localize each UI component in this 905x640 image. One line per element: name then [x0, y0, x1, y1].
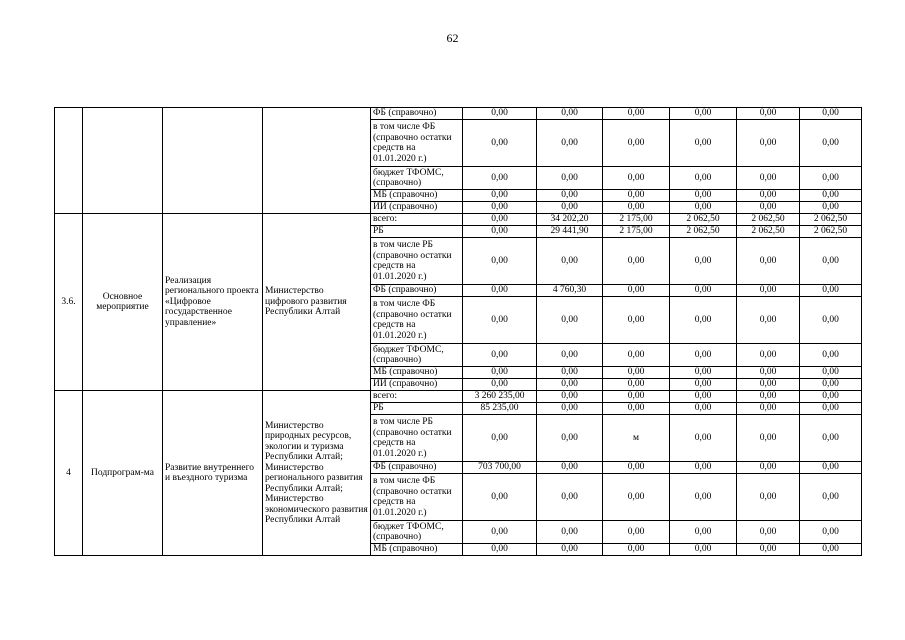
amount-cell: 0,00 — [463, 108, 537, 120]
amount-cell: 0,00 — [737, 474, 800, 521]
budget-table — [54, 107, 862, 556]
amount-cell: 0,00 — [670, 190, 737, 202]
amount-cell: 0,00 — [670, 474, 737, 521]
amount-cell: 0,00 — [603, 344, 670, 367]
amount-cell: 0,00 — [463, 214, 537, 226]
funding-source: ФБ (справочно) — [371, 285, 463, 297]
table-body — [55, 108, 862, 556]
item-name: Развитие внутреннего и въездного туризма — [163, 391, 263, 556]
amount-cell: 0,00 — [537, 297, 603, 344]
amount-cell: м — [603, 415, 670, 462]
amount-cell: 0,00 — [670, 521, 737, 544]
amount-cell: 0,00 — [670, 285, 737, 297]
item-code: 3.6. — [55, 214, 83, 391]
amount-cell: 0,00 — [670, 462, 737, 474]
amount-cell: 0,00 — [800, 297, 862, 344]
amount-cell: 0,00 — [603, 202, 670, 214]
amount-cell: 0,00 — [537, 521, 603, 544]
amount-cell: 0,00 — [603, 367, 670, 379]
amount-cell: 0,00 — [670, 379, 737, 391]
amount-cell: 0,00 — [537, 190, 603, 202]
amount-cell: 0,00 — [670, 344, 737, 367]
amount-cell: 0,00 — [737, 521, 800, 544]
funding-source: ФБ (справочно) — [371, 462, 463, 474]
amount-cell: 0,00 — [737, 367, 800, 379]
amount-cell: 0,00 — [737, 344, 800, 367]
amount-cell: 0,00 — [800, 379, 862, 391]
amount-cell: 0,00 — [737, 238, 800, 285]
funding-source: бюджет ТФОМС, (справочно) — [371, 521, 463, 544]
amount-cell: 0,00 — [537, 202, 603, 214]
amount-cell: 0,00 — [463, 190, 537, 202]
funding-source: РБ — [371, 403, 463, 415]
item-code: 4 — [55, 391, 83, 556]
funding-source: всего: — [371, 214, 463, 226]
amount-cell: 0,00 — [603, 391, 670, 403]
amount-cell: 0,00 — [800, 521, 862, 544]
amount-cell: 0,00 — [463, 285, 537, 297]
amount-cell: 0,00 — [800, 344, 862, 367]
funding-source: РБ — [371, 226, 463, 238]
amount-cell: 0,00 — [537, 367, 603, 379]
funding-source: в том числе РБ (справочно остатки средств на 01.01.2020 г.) — [371, 415, 463, 462]
funding-source: в том числе ФБ (справочно остатки средств на 01.01.2020 г.) — [371, 120, 463, 167]
amount-cell: 2 062,50 — [800, 214, 862, 226]
item-name: Реализация регионального проекта «Цифровое государственное управление» — [163, 214, 263, 391]
funding-source: МБ (справочно) — [371, 367, 463, 379]
amount-cell: 0,00 — [603, 521, 670, 544]
amount-cell: 0,00 — [537, 462, 603, 474]
amount-cell: 2 062,50 — [800, 226, 862, 238]
amount-cell: 0,00 — [537, 415, 603, 462]
amount-cell: 0,00 — [603, 167, 670, 190]
amount-cell: 29 441,90 — [537, 226, 603, 238]
item-status: Подпрограм-ма — [83, 391, 163, 556]
amount-cell: 0,00 — [463, 379, 537, 391]
amount-cell: 0,00 — [537, 544, 603, 556]
funding-source: бюджет ТФОМС, (справочно) — [371, 167, 463, 190]
amount-cell: 0,00 — [800, 474, 862, 521]
table-row — [55, 108, 862, 120]
funding-source: ФБ (справочно) — [371, 108, 463, 120]
funding-source: бюджет ТФОМС, (справочно) — [371, 344, 463, 367]
amount-cell: 0,00 — [737, 462, 800, 474]
amount-cell: 0,00 — [670, 391, 737, 403]
amount-cell: 0,00 — [737, 108, 800, 120]
amount-cell: 0,00 — [670, 415, 737, 462]
amount-cell: 703 700,00 — [463, 462, 537, 474]
funding-source: в том числе ФБ (справочно остатки средств на 01.01.2020 г.) — [371, 474, 463, 521]
amount-cell: 0,00 — [800, 238, 862, 285]
funding-source: ИИ (справочно) — [371, 202, 463, 214]
funding-source: в том числе РБ (справочно остатки средств на 01.01.2020 г.) — [371, 238, 463, 285]
amount-cell: 2 062,50 — [737, 226, 800, 238]
amount-cell: 0,00 — [463, 474, 537, 521]
amount-cell: 0,00 — [603, 238, 670, 285]
amount-cell: 0,00 — [537, 167, 603, 190]
amount-cell: 0,00 — [737, 379, 800, 391]
amount-cell: 0,00 — [800, 403, 862, 415]
amount-cell: 0,00 — [537, 238, 603, 285]
amount-cell: 0,00 — [463, 367, 537, 379]
amount-cell: 0,00 — [670, 108, 737, 120]
amount-cell: 0,00 — [603, 403, 670, 415]
amount-cell: 0,00 — [537, 120, 603, 167]
amount-cell: 0,00 — [603, 120, 670, 167]
amount-cell: 0,00 — [737, 403, 800, 415]
amount-cell: 3 260 235,00 — [463, 391, 537, 403]
amount-cell: 0,00 — [463, 544, 537, 556]
amount-cell: 0,00 — [670, 167, 737, 190]
amount-cell: 0,00 — [737, 297, 800, 344]
amount-cell: 0,00 — [463, 120, 537, 167]
funding-source: в том числе ФБ (справочно остатки средств на 01.01.2020 г.) — [371, 297, 463, 344]
amount-cell: 0,00 — [670, 544, 737, 556]
amount-cell: 0,00 — [603, 285, 670, 297]
amount-cell: 0,00 — [670, 238, 737, 285]
amount-cell: 2 175,00 — [603, 226, 670, 238]
amount-cell: 0,00 — [463, 226, 537, 238]
amount-cell: 0,00 — [800, 202, 862, 214]
amount-cell: 0,00 — [603, 474, 670, 521]
amount-cell: 0,00 — [537, 344, 603, 367]
amount-cell: 0,00 — [670, 120, 737, 167]
amount-cell: 0,00 — [800, 285, 862, 297]
amount-cell: 0,00 — [800, 367, 862, 379]
amount-cell: 0,00 — [737, 120, 800, 167]
amount-cell: 0,00 — [463, 415, 537, 462]
item-executor — [263, 108, 371, 214]
item-status: Основное мероприятие — [83, 214, 163, 391]
amount-cell: 0,00 — [800, 415, 862, 462]
amount-cell: 2 175,00 — [603, 214, 670, 226]
funding-source: всего: — [371, 391, 463, 403]
amount-cell: 2 062,50 — [670, 226, 737, 238]
amount-cell: 0,00 — [800, 120, 862, 167]
amount-cell: 0,00 — [603, 544, 670, 556]
amount-cell: 0,00 — [463, 344, 537, 367]
table-row — [55, 214, 862, 226]
amount-cell: 0,00 — [603, 190, 670, 202]
item-executor: Министерство цифрового развития Республики Алтай — [263, 214, 371, 391]
amount-cell: 0,00 — [463, 238, 537, 285]
funding-source: ИИ (справочно) — [371, 379, 463, 391]
amount-cell: 0,00 — [537, 391, 603, 403]
amount-cell: 0,00 — [603, 297, 670, 344]
amount-cell: 0,00 — [737, 415, 800, 462]
amount-cell: 0,00 — [737, 285, 800, 297]
amount-cell: 0,00 — [737, 202, 800, 214]
item-status — [83, 108, 163, 214]
amount-cell: 0,00 — [800, 462, 862, 474]
amount-cell: 0,00 — [537, 108, 603, 120]
amount-cell: 0,00 — [800, 391, 862, 403]
amount-cell: 2 062,50 — [670, 214, 737, 226]
amount-cell: 34 202,20 — [537, 214, 603, 226]
amount-cell: 0,00 — [800, 108, 862, 120]
amount-cell: 0,00 — [800, 167, 862, 190]
funding-source: МБ (справочно) — [371, 544, 463, 556]
amount-cell: 0,00 — [603, 379, 670, 391]
amount-cell: 0,00 — [537, 379, 603, 391]
amount-cell: 0,00 — [737, 391, 800, 403]
amount-cell: 0,00 — [670, 403, 737, 415]
amount-cell: 0,00 — [537, 474, 603, 521]
amount-cell: 0,00 — [737, 544, 800, 556]
item-code — [55, 108, 83, 214]
funding-source: МБ (справочно) — [371, 190, 463, 202]
amount-cell: 0,00 — [800, 190, 862, 202]
amount-cell: 4 760,30 — [537, 285, 603, 297]
amount-cell: 0,00 — [670, 297, 737, 344]
amount-cell: 0,00 — [463, 167, 537, 190]
table-row — [55, 391, 862, 403]
amount-cell: 0,00 — [670, 367, 737, 379]
amount-cell: 0,00 — [537, 403, 603, 415]
amount-cell: 85 235,00 — [463, 403, 537, 415]
amount-cell: 0,00 — [603, 108, 670, 120]
amount-cell: 0,00 — [463, 202, 537, 214]
amount-cell: 0,00 — [737, 167, 800, 190]
amount-cell: 0,00 — [737, 190, 800, 202]
item-executor: Министерство природных ресурсов, экологии и туризма Республики Алтай; Министерство регионального развития Республики Алтай; Министерство экономического развития Республики Алтай — [263, 391, 371, 556]
amount-cell: 0,00 — [463, 521, 537, 544]
amount-cell: 0,00 — [603, 462, 670, 474]
amount-cell: 0,00 — [800, 544, 862, 556]
amount-cell: 2 062,50 — [737, 214, 800, 226]
item-name — [163, 108, 263, 214]
amount-cell: 0,00 — [670, 202, 737, 214]
amount-cell: 0,00 — [463, 297, 537, 344]
page-number: 62 — [446, 31, 459, 45]
